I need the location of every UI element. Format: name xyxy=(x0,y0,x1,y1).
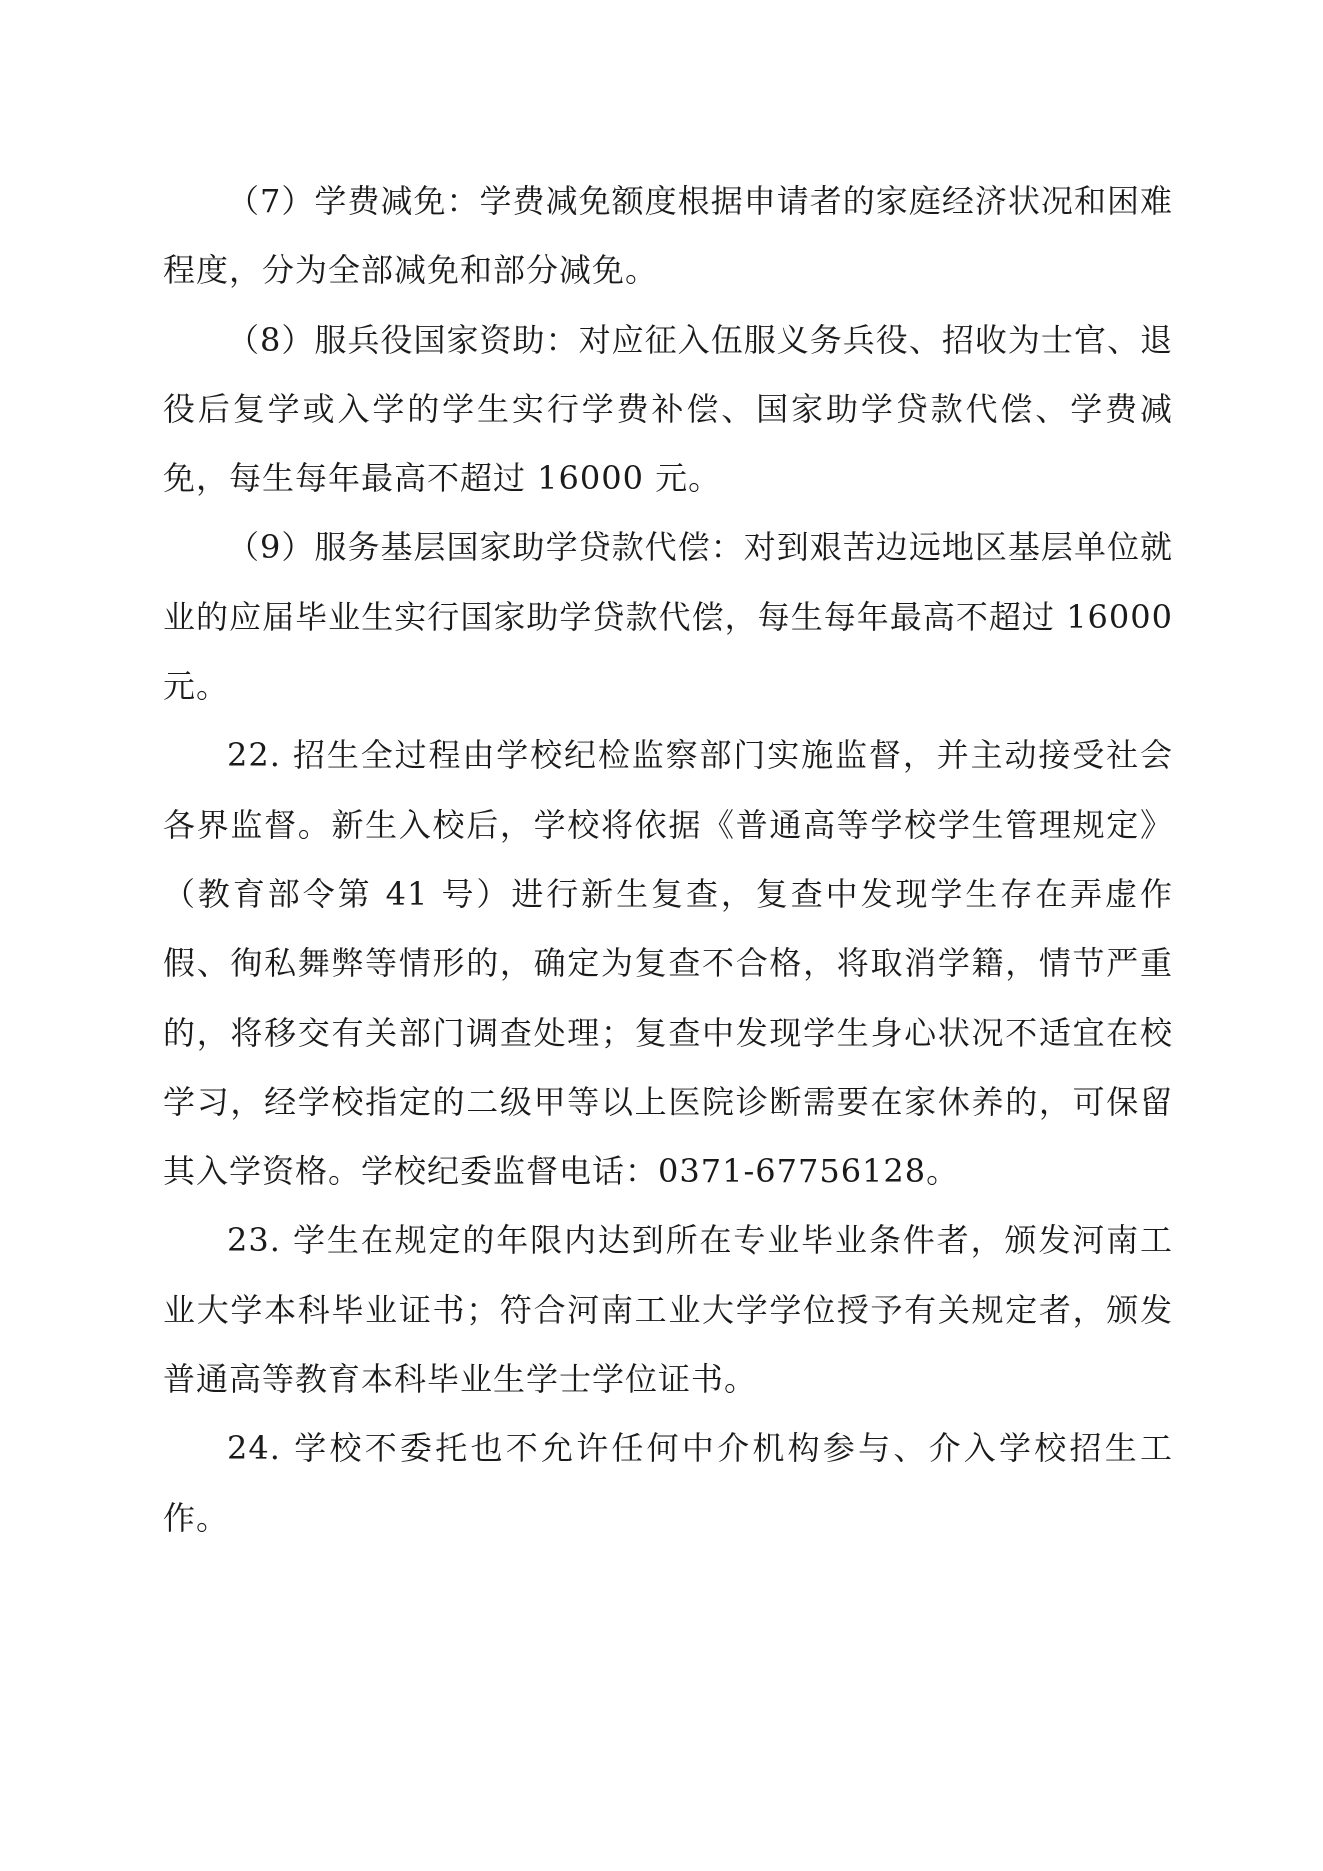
paragraph-item-22-supervision: 22. 招生全过程由学校纪检监察部门实施监督，并主动接受社会各界监督。新生入校后，学校将依据《普通高等学校学生管理规定》（教育部令第 41 号）进行新生复查，复查中发现学生存在弄虚作假、徇私舞弊等情形的，确定为复查不合格，将取消学籍，情节严重的，将移交有关部门调查处理；复查中发现学生身心状况不适宜在校学习，经学校指定的二级甲等以上医院诊断需要在家休养的，可保留其入学资格。学校纪委监督电话：0371-67756128。 xyxy=(163,736,1173,1191)
paragraph-item-24-no-agency: 24. 学校不委托也不允许任何中介机构参与、介入学校招生工作。 xyxy=(163,1429,1173,1537)
paragraph-military-service-aid: （8）服兵役国家资助：对应征入伍服义务兵役、招收为士官、退役后复学或入学的学生实行学费补偿、国家助学贷款代偿、学费减免，每生每年最高不超过 16000 元。 xyxy=(163,320,1173,498)
paragraph-item-23-graduation: 23. 学生在规定的年限内达到所在专业毕业条件者，颁发河南工业大学本科毕业证书；符合河南工业大学学位授予有关规定者，颁发普通高等教育本科毕业生学士学位证书。 xyxy=(163,1221,1173,1399)
document-body xyxy=(163,167,1173,1553)
paragraph-tuition-waiver: （7）学费减免：学费减免额度根据申请者的家庭经济状况和困难程度，分为全部减免和部分减免。 xyxy=(163,182,1173,290)
paragraph-grassroots-loan-compensation: （9）服务基层国家助学贷款代偿：对到艰苦边远地区基层单位就业的应届毕业生实行国家助学贷款代偿，每生每年最高不超过 16000 元。 xyxy=(163,528,1173,706)
